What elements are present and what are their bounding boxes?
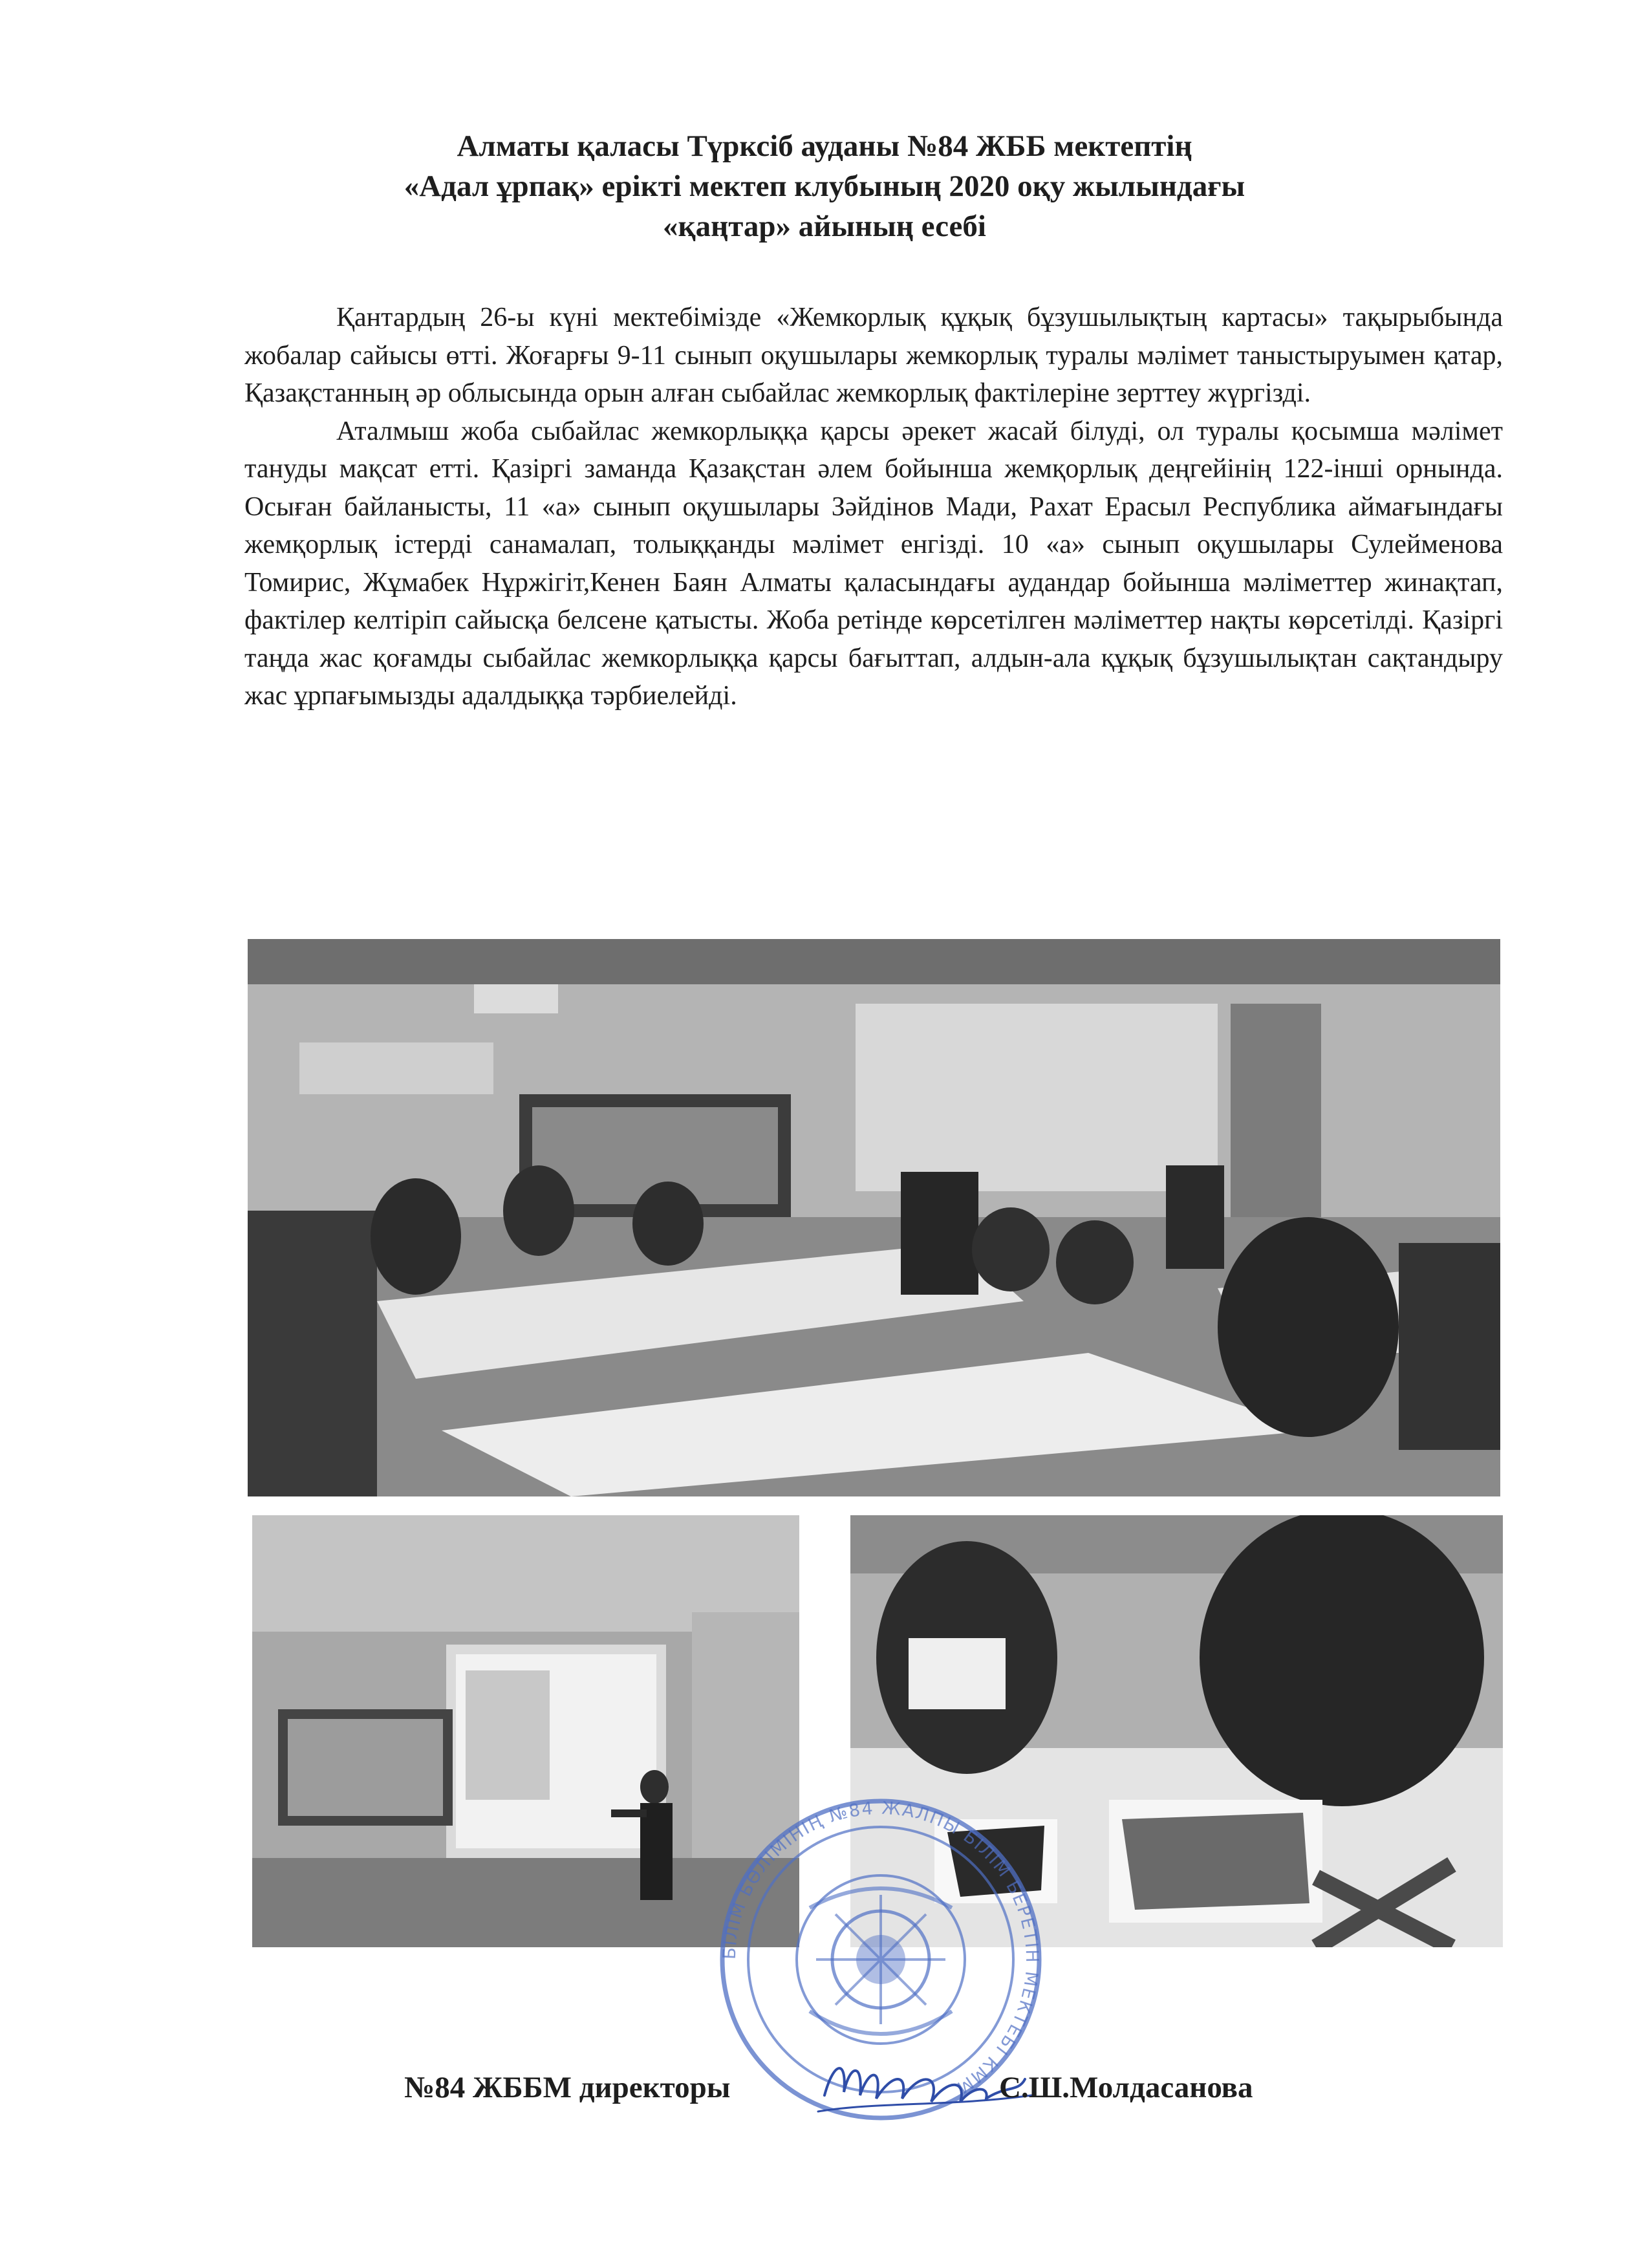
title-line-1: Алматы қаласы Түрксіб ауданы №84 ЖББ мектептің	[457, 129, 1192, 163]
document-title	[246, 126, 1403, 246]
director-title: №84 ЖББМ директоры	[404, 2071, 731, 2104]
classroom-photo	[248, 939, 1500, 1496]
title-line-3: «қаңтар» айының есебі	[663, 210, 986, 243]
paragraph-1: Қантардың 26-ы күні мектебімізде «Жемкорлық құқық бұзушылықтың картасы» тақырыбында жобалар сайысы өтті. Жоғарғы 9-11 сынып оқушылары жемкорлық туралы мәлімет таныстыруымен қатар, Қазақстанның әр облысында орын алған сыбайлас жемкорлық фактілеріне зерттеу жүргізді.	[244, 303, 1503, 408]
report-body	[244, 299, 1503, 715]
svg-text:БІЛІМ БӨЛІМІНІҢ №84 ЖАЛПЫ БІЛІ: БІЛІМ БӨЛІМІНІҢ №84 ЖАЛПЫ БІЛІМ БЕРЕТІН МЕКТЕБІ КММ	[719, 1798, 1042, 2098]
paragraph-2: Аталмыш жоба сыбайлас жемкорлыққа қарсы әрекет жасай білуді, ол туралы қосымша мәлімет тануды мақсат етті. Қазіргі заманда Қазақстан әлем бойынша жемқорлық деңгейінің 122-інші орнында. Осыған байланысты, 11 «а» сынып оқушылары Зәйдінов Мади, Рахат Ерасыл Республика аймағындағы жемқорлық істерді санамалап, толыққанды мәлімет енгізді. 10 «а» сынып оқушылары Сулейменова Томирис, Жұмабек Нұржігіт,Кенен Баян Алматы қаласындағы аудандар бойынша мәліметтер жинақтап, фактілер келтіріп сайысқа белсене қатысты. Жоба ретінде көрсетілген мәліметтер нақты көрсетілді. Қазіргі таңда жас қоғамды сыбайлас жемкорлыққа қарсы бағыттап, алдын-ала құқық бұзушылықтан сақтандыру жас ұрпағымызды адалдыққа тәрбиелейді.	[244, 416, 1503, 711]
director-name: С.Ш.Молдасанова	[999, 2071, 1253, 2104]
title-line-2: «Адал ұрпақ» ерікті мектеп клубының 2020 оқу жылындағы	[404, 169, 1245, 203]
